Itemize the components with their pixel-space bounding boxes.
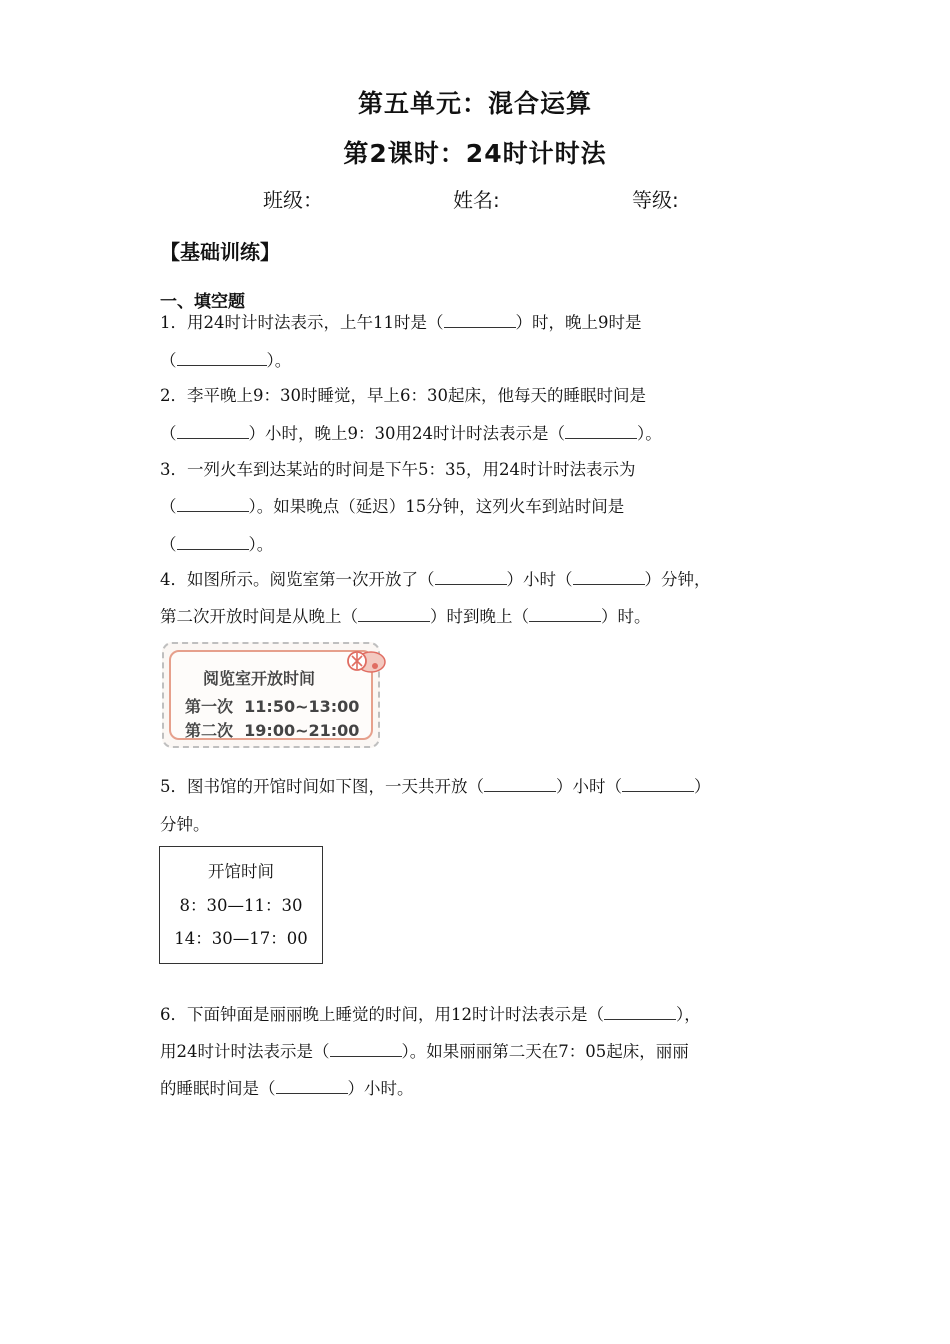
q5-text-c: ） [694, 777, 711, 796]
question-2-line-2 [160, 423, 662, 445]
question-1-line-1 [160, 312, 642, 334]
second-session-time: 19:00~21:00 [244, 721, 360, 740]
unit-title: 第五单元：混合运算 [357, 89, 592, 118]
answer-blank[interactable] [276, 1079, 348, 1094]
question-4-line-1 [160, 569, 711, 591]
q1-text-c: （ [160, 351, 177, 370]
q6-text-f: ）小时。 [347, 1079, 414, 1098]
answer-blank[interactable] [444, 313, 516, 328]
reading-room-second-session [185, 718, 359, 741]
question-5-line-2 [160, 814, 210, 836]
library-hours-table [159, 846, 323, 964]
q4-text-b: ）小时（ [506, 570, 573, 589]
answer-blank[interactable] [330, 1042, 402, 1057]
library-hours-afternoon: 14：30—17：00 [174, 929, 308, 948]
q6-text-a: 6．下面钟面是丽丽晚上睡觉的时间，用12时计时法表示是（ [160, 1005, 604, 1024]
library-hours-title: 开馆时间 [208, 862, 274, 881]
second-session-label: 第二次 [185, 721, 234, 740]
question-1-line-2 [160, 350, 291, 372]
grade-label: 等级: [632, 188, 679, 212]
first-session-time: 11:50~13:00 [244, 697, 360, 716]
lesson-title: 第2课时：24时计时法 [343, 139, 607, 168]
answer-blank[interactable] [177, 351, 267, 366]
q6-text-b: ）， [676, 1005, 701, 1024]
question-3-line-1 [160, 459, 636, 481]
reading-room-notice-frame [169, 650, 373, 740]
question-3-line-2 [160, 496, 624, 518]
q1-text-d: ）。 [266, 351, 292, 370]
part-title: 一、填空题 [160, 292, 245, 312]
question-5-line-1 [160, 776, 711, 798]
question-2-line-1 [160, 385, 646, 407]
q1-text-b: ）时，晚上9时是 [515, 313, 642, 332]
q6-text-d: ）。如果丽丽第二天在7：05起床，丽丽 [401, 1042, 689, 1061]
q3-text-e: ）。 [248, 535, 274, 554]
q5-text-d: 分钟。 [160, 815, 210, 834]
answer-blank[interactable] [484, 777, 556, 792]
answer-blank[interactable] [177, 535, 249, 550]
reading-room-title: 阅览室开放时间 [203, 669, 316, 688]
section-heading: 【基础训练】 [160, 240, 280, 264]
q5-text-b: ）小时（ [556, 777, 622, 796]
first-session-label: 第一次 [185, 697, 234, 716]
answer-blank[interactable] [529, 607, 601, 622]
q3-text-d: （ [160, 535, 177, 554]
q3-text-c: ）。如果晚点（延迟）15分钟，这列火车到站时间是 [248, 497, 625, 516]
reading-room-first-session [185, 694, 359, 717]
class-label: 班级： [263, 188, 323, 212]
q4-text-a: 4．如图所示。阅览室第一次开放了（ [160, 570, 435, 589]
q5-text-a: 5．图书馆的开馆时间如下图，一天共开放（ [160, 777, 484, 796]
answer-blank[interactable] [177, 497, 249, 512]
q4-text-c: ）分钟， [644, 570, 711, 589]
answer-blank[interactable] [622, 777, 694, 792]
q6-text-e: 的睡眠时间是（ [160, 1079, 276, 1098]
question-6-line-1 [160, 1004, 701, 1026]
question-6-line-2 [160, 1041, 689, 1063]
question-3-line-3 [160, 534, 273, 556]
q4-text-d: 第二次开放时间是从晚上（ [160, 607, 358, 626]
answer-blank[interactable] [604, 1005, 676, 1020]
answer-blank[interactable] [573, 570, 645, 585]
q2-text-c: ）小时，晚上9：30用24时计时法表示是（ [248, 424, 565, 443]
question-4-line-2 [160, 606, 651, 628]
q4-text-f: ）时。 [601, 607, 651, 626]
q3-text-a: 3．一列火车到达某站的时间是下午5：35，用24时计时法表示为 [160, 460, 636, 479]
q3-text-b: （ [160, 497, 177, 516]
name-label: 姓名: [453, 188, 500, 212]
reading-room-notice [162, 642, 380, 748]
answer-blank[interactable] [565, 424, 637, 439]
question-6-line-3 [160, 1078, 414, 1100]
q2-text-a: 2．李平晚上9：30时睡觉，早上6：30起床，他每天的睡眠时间是 [160, 386, 646, 405]
q1-text-a: 1．用24时计时法表示，上午11时是（ [160, 313, 444, 332]
answer-blank[interactable] [177, 424, 249, 439]
q2-text-b: （ [160, 424, 177, 443]
q6-text-c: 用24时计时法表示是（ [160, 1042, 330, 1061]
pinwheel-stamp-icon [347, 648, 387, 678]
answer-blank[interactable] [435, 570, 507, 585]
q4-text-e: ）时到晚上（ [430, 607, 529, 626]
answer-blank[interactable] [358, 607, 430, 622]
q2-text-d: ）。 [637, 424, 662, 443]
library-hours-morning: 8：30—11：30 [179, 896, 303, 915]
